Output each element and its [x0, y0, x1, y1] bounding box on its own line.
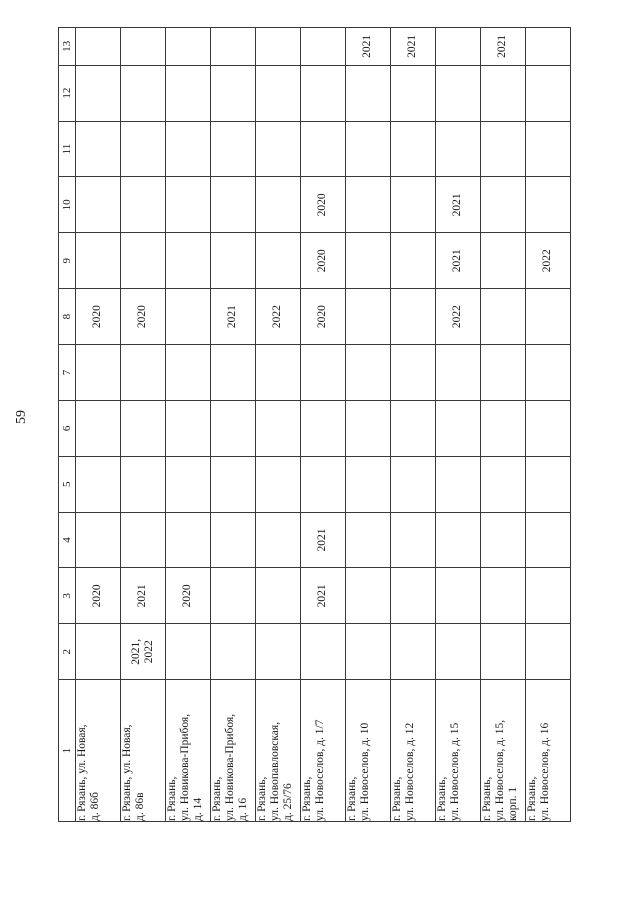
year-cell: [166, 512, 211, 568]
year-cell: [436, 512, 481, 568]
year-cell: [301, 177, 346, 233]
column-header: 7: [59, 345, 76, 401]
address-cell: [166, 680, 211, 822]
year-cell: [166, 456, 211, 512]
address-cell: [301, 680, 346, 822]
year-text: 2020: [91, 305, 104, 329]
year-cell: [166, 400, 211, 456]
column-header: 12: [59, 65, 76, 121]
column-header: 5: [59, 456, 76, 512]
year-cell: [211, 177, 256, 233]
year-cell: [526, 568, 571, 624]
year-cell: [76, 121, 121, 177]
year-cell: [256, 177, 301, 233]
year-text: 2021: [496, 34, 509, 58]
column-header: 8: [59, 289, 76, 345]
table-body: [76, 28, 571, 822]
year-cell: [301, 28, 346, 66]
address-cell: [121, 680, 166, 822]
year-text: 2021: [226, 305, 239, 329]
year-cell: [166, 624, 211, 680]
year-cell: [481, 456, 526, 512]
year-cell: [391, 624, 436, 680]
year-cell: [526, 345, 571, 401]
year-cell: [256, 233, 301, 289]
year-cell: [526, 289, 571, 345]
year-cell: [211, 28, 256, 66]
year-text: 2020: [136, 305, 149, 329]
year-text: 2022: [451, 305, 464, 329]
year-cell: [166, 28, 211, 66]
year-cell: [526, 400, 571, 456]
year-cell: [166, 233, 211, 289]
year-text: 2021: [361, 34, 374, 58]
year-cell: [121, 65, 166, 121]
year-cell: [121, 121, 166, 177]
column-header: 6: [59, 400, 76, 456]
address-text: г. Рязань, ул. Новикова-Прибоя, д. 16: [211, 713, 250, 821]
address-text: г. Рязань, ул. Новоселов, д. 12: [391, 722, 417, 821]
year-cell: [76, 345, 121, 401]
year-cell: [256, 400, 301, 456]
address-cell: [256, 680, 301, 822]
year-cell: [436, 121, 481, 177]
year-text: 2021: [406, 34, 419, 58]
column-header: 11: [59, 121, 76, 177]
address-cell: [76, 680, 121, 822]
year-cell: [346, 177, 391, 233]
year-cell: [76, 28, 121, 66]
address-cell: [391, 680, 436, 822]
year-cell: [481, 289, 526, 345]
table-area: [58, 27, 568, 822]
column-header: 2: [59, 624, 76, 680]
year-cell: [346, 65, 391, 121]
year-cell: [526, 121, 571, 177]
table-row: [481, 28, 526, 822]
address-text: г. Рязань, ул. Новоселов, д. 1/7: [301, 719, 327, 821]
year-cell: [526, 624, 571, 680]
year-cell: [436, 624, 481, 680]
year-cell: [526, 177, 571, 233]
year-cell: [301, 65, 346, 121]
year-cell: [76, 456, 121, 512]
year-cell: [346, 28, 391, 66]
year-cell: [256, 28, 301, 66]
table-row: [121, 28, 166, 822]
column-header: 3: [59, 568, 76, 624]
year-cell: [166, 289, 211, 345]
year-cell: [76, 624, 121, 680]
year-cell: [346, 121, 391, 177]
table-row: [391, 28, 436, 822]
address-text: г. Рязань, ул. Новоселов, д. 15, корп. 1: [481, 719, 520, 821]
year-cell: [256, 568, 301, 624]
address-text: г. Рязань, ул. Новоселов, д. 16: [526, 722, 552, 821]
year-cell: [526, 65, 571, 121]
year-cell: [301, 624, 346, 680]
year-cell: [121, 456, 166, 512]
table-row: [436, 28, 481, 822]
address-cell: [526, 680, 571, 822]
year-cell: [481, 121, 526, 177]
year-cell: [481, 65, 526, 121]
year-cell: [256, 624, 301, 680]
year-text: 2021, 2022: [129, 638, 155, 665]
address-text: г. Рязань, ул. Новикова-Прибоя, д. 14: [166, 713, 205, 821]
year-cell: [121, 568, 166, 624]
year-cell: [391, 28, 436, 66]
year-cell: [391, 456, 436, 512]
year-cell: [121, 177, 166, 233]
year-cell: [256, 345, 301, 401]
year-cell: [76, 65, 121, 121]
year-cell: [391, 512, 436, 568]
year-cell: [481, 233, 526, 289]
table-row: [526, 28, 571, 822]
year-text: 2021: [451, 193, 464, 217]
year-cell: [76, 512, 121, 568]
year-cell: [391, 121, 436, 177]
year-cell: [526, 456, 571, 512]
table-row: [76, 28, 121, 822]
year-text: 2021: [451, 249, 464, 273]
year-cell: [391, 289, 436, 345]
year-text: 2020: [316, 249, 329, 273]
year-cell: [121, 345, 166, 401]
year-cell: [256, 121, 301, 177]
year-cell: [301, 400, 346, 456]
year-cell: [166, 65, 211, 121]
year-cell: [301, 289, 346, 345]
year-cell: [121, 233, 166, 289]
year-cell: [301, 512, 346, 568]
table-row: [211, 28, 256, 822]
year-text: 2021: [136, 584, 149, 608]
address-text: г. Рязань, ул. Новая, д. 86б: [76, 724, 102, 821]
address-cell: [481, 680, 526, 822]
year-cell: [211, 624, 256, 680]
year-cell: [211, 568, 256, 624]
year-cell: [256, 456, 301, 512]
address-text: г. Рязань, ул. Новоселов, д. 10: [346, 722, 372, 821]
year-text: 2020: [181, 584, 194, 608]
year-cell: [76, 568, 121, 624]
year-cell: [166, 568, 211, 624]
year-cell: [481, 345, 526, 401]
address-cell: [346, 680, 391, 822]
column-header: 9: [59, 233, 76, 289]
year-cell: [436, 400, 481, 456]
column-header: 4: [59, 512, 76, 568]
year-cell: [256, 289, 301, 345]
year-text: 2020: [316, 305, 329, 329]
year-cell: [76, 289, 121, 345]
year-cell: [391, 177, 436, 233]
address-cell: [211, 680, 256, 822]
year-cell: [121, 289, 166, 345]
year-cell: [436, 177, 481, 233]
year-cell: [76, 177, 121, 233]
year-cell: [301, 456, 346, 512]
table-row: [256, 28, 301, 822]
year-cell: [346, 289, 391, 345]
year-cell: [526, 233, 571, 289]
address-cell: [436, 680, 481, 822]
table-row: [346, 28, 391, 822]
year-cell: [301, 345, 346, 401]
table-row: [166, 28, 211, 822]
year-cell: [256, 65, 301, 121]
year-cell: [76, 400, 121, 456]
table-header-row: [59, 28, 76, 822]
year-cell: [436, 345, 481, 401]
column-header: 10: [59, 177, 76, 233]
year-cell: [211, 512, 256, 568]
year-text: 2021: [316, 528, 329, 552]
year-cell: [166, 121, 211, 177]
year-cell: [301, 121, 346, 177]
year-cell: [436, 289, 481, 345]
year-text: 2022: [271, 305, 284, 329]
year-cell: [436, 28, 481, 66]
year-cell: [256, 512, 301, 568]
year-cell: [436, 233, 481, 289]
year-cell: [346, 512, 391, 568]
year-cell: [346, 456, 391, 512]
year-cell: [481, 28, 526, 66]
year-cell: [391, 345, 436, 401]
page-number: 59: [14, 410, 29, 424]
year-cell: [346, 233, 391, 289]
year-cell: [211, 400, 256, 456]
year-cell: [481, 400, 526, 456]
year-cell: [121, 400, 166, 456]
year-cell: [526, 28, 571, 66]
year-cell: [481, 512, 526, 568]
year-text: 2020: [316, 193, 329, 217]
year-cell: [301, 233, 346, 289]
year-cell: [346, 345, 391, 401]
year-cell: [391, 400, 436, 456]
year-cell: [526, 512, 571, 568]
year-cell: [166, 177, 211, 233]
address-text: г. Рязань, ул. Новая, д. 86в: [121, 724, 147, 821]
year-cell: [436, 65, 481, 121]
year-cell: [166, 345, 211, 401]
year-cell: [121, 512, 166, 568]
year-cell: [346, 568, 391, 624]
year-cell: [211, 289, 256, 345]
year-cell: [391, 233, 436, 289]
table-row: [301, 28, 346, 822]
year-text: 2022: [541, 249, 554, 273]
year-cell: [211, 121, 256, 177]
year-cell: [301, 568, 346, 624]
year-cell: [211, 65, 256, 121]
address-text: г. Рязань, ул. Новоселов, д. 15: [436, 722, 462, 821]
year-cell: [121, 624, 166, 680]
year-cell: [346, 400, 391, 456]
column-header: 1: [59, 680, 76, 822]
year-cell: [391, 65, 436, 121]
year-cell: [481, 177, 526, 233]
year-cell: [211, 456, 256, 512]
schedule-table: [58, 27, 571, 822]
column-header: 13: [59, 28, 76, 66]
year-cell: [436, 568, 481, 624]
address-text: г. Рязань, ул. Новопавловская, д. 25/76: [256, 721, 295, 821]
year-cell: [211, 345, 256, 401]
year-cell: [481, 568, 526, 624]
year-cell: [391, 568, 436, 624]
year-cell: [346, 624, 391, 680]
year-text: 2021: [316, 584, 329, 608]
year-cell: [76, 233, 121, 289]
year-cell: [121, 28, 166, 66]
year-cell: [211, 233, 256, 289]
year-text: 2020: [91, 584, 104, 608]
year-cell: [436, 456, 481, 512]
year-cell: [481, 624, 526, 680]
